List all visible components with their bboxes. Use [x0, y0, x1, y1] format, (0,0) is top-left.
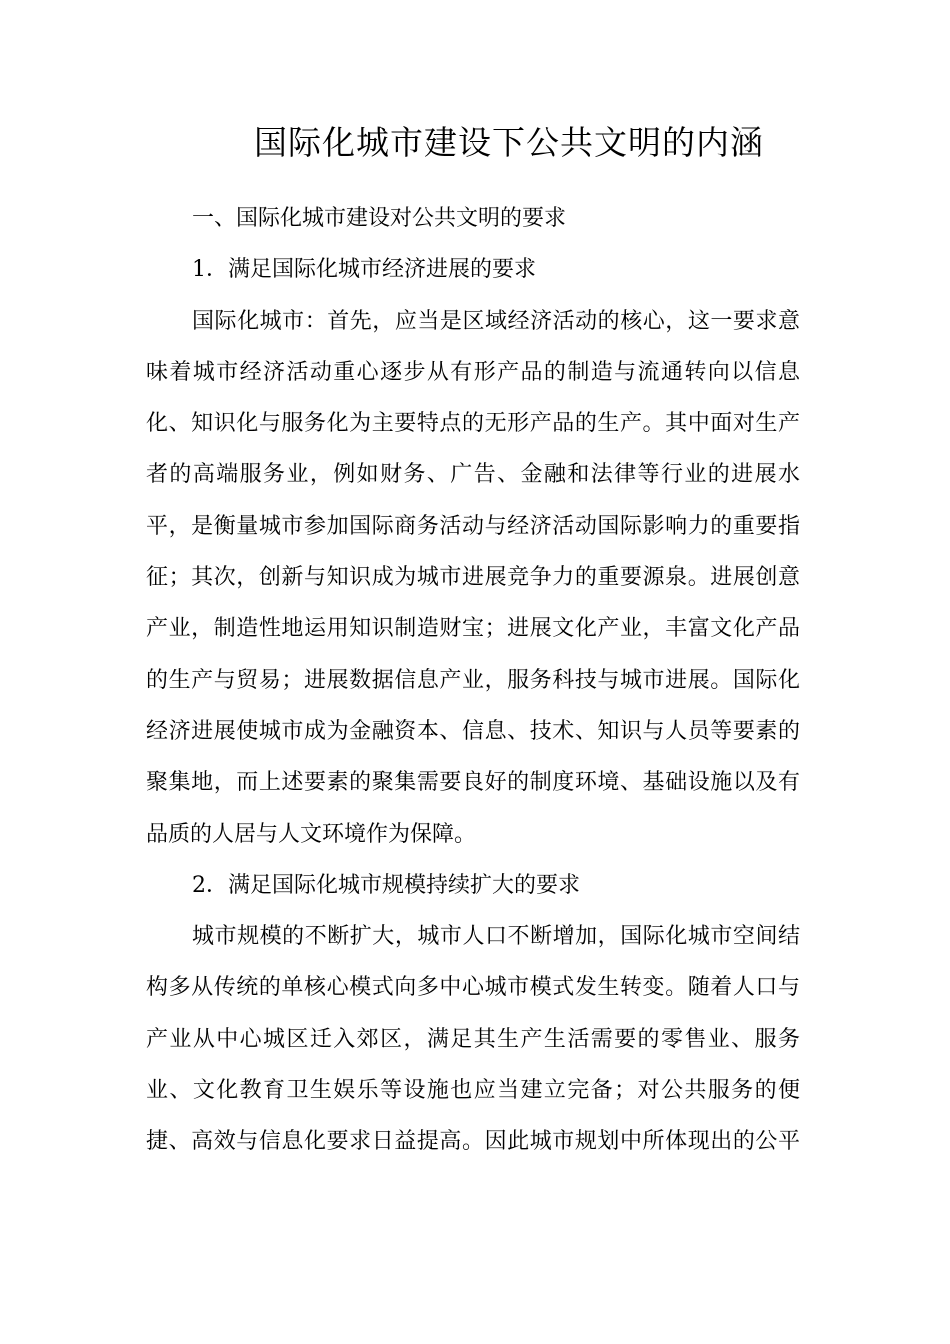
text-line: 产业，制造性地运用知识制造财宝；进展文化产业，丰富文化产品: [146, 616, 800, 642]
text-line: 化、知识化与服务化为主要特点的无形产品的生产。其中面对生产: [146, 411, 800, 437]
text-line: 构多从传统的单核心模式向多中心城市模式发生转变。随着人口与: [146, 975, 800, 1001]
text-line: 的生产与贸易；进展数据信息产业，服务科技与城市进展。国际化: [146, 667, 800, 693]
text-line: 聚集地，而上述要素的聚集需要良好的制度环境、基础设施以及有: [146, 770, 800, 796]
text-line: 平，是衡量城市参加国际商务活动与经济活动国际影响力的重要指: [146, 513, 800, 539]
text-line: 者的高端服务业，例如财务、广告、金融和法律等行业的进展水: [146, 462, 800, 488]
text-line: 产业从中心城区迁入郊区，满足其生产生活需要的零售业、服务: [146, 1026, 800, 1052]
text-line: 2．满足国际化城市规模持续扩大的要求: [192, 872, 580, 898]
text-line: 业、文化教育卫生娱乐等设施也应当建立完备；对公共服务的便: [146, 1078, 800, 1104]
text-line: 城市规模的不断扩大，城市人口不断增加，国际化城市空间结: [192, 924, 800, 950]
text-line: 一、国际化城市建设对公共文明的要求: [192, 206, 567, 231]
text-line: 捷、高效与信息化要求日益提高。因此城市规划中所体现出的公平: [146, 1129, 800, 1155]
text-line: 国际化城市：首先，应当是区域经济活动的核心，这一要求意: [192, 308, 800, 334]
document-body: [146, 193, 800, 1168]
text-line: 征；其次，创新与知识成为城市进展竞争力的重要源泉。进展创意: [146, 565, 800, 591]
document-title: 国际化城市建设下公共文明的内涵: [254, 123, 764, 162]
text-line: 1．满足国际化城市经济进展的要求: [192, 257, 536, 283]
text-line: 品质的人居与人文环境作为保障。: [146, 821, 477, 847]
text-line: 味着城市经济活动重心逐步从有形产品的制造与流通转向以信息: [146, 359, 800, 385]
text-line: 经济进展使城市成为金融资本、信息、技术、知识与人员等要素的: [146, 718, 800, 744]
